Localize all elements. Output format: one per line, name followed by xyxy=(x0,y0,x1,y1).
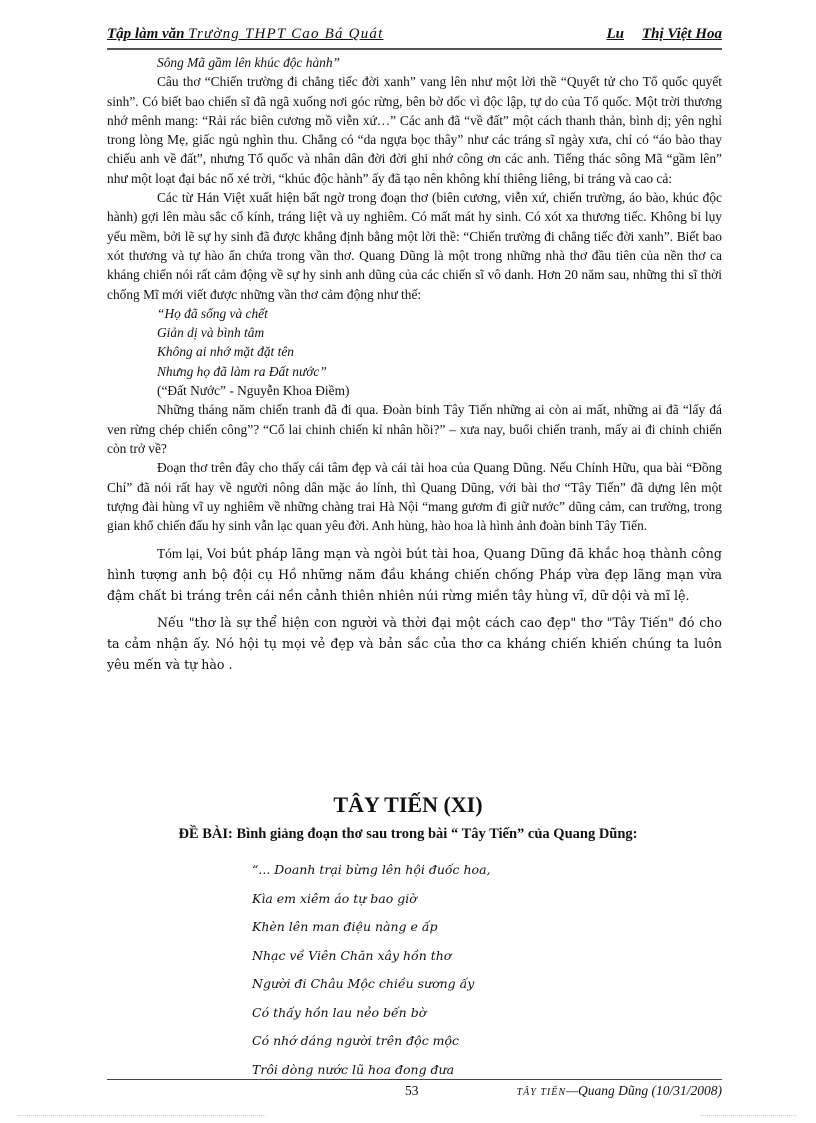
conclusion-text: Voi bút pháp lãng mạn và ngòi bút tài hoa, Quang Dũng đã khắc hoạ thành công hình tượng anh bộ đội cụ Hồ những năm đầu kháng chiến chống Pháp vừa đẹp lãng mạn vừa đậm chất bi tráng trên cái nền cảnh thiên nhiên núi rừng miền tây hùng vĩ, dữ dội và mĩ lệ. xyxy=(107,546,722,604)
prompt-text: Bình giảng đoạn thơ sau trong bài “ Tây Tiến” của Quang Dũng: xyxy=(236,826,638,842)
poem-line: Nhạc về Viên Chăn xây hồn thơ xyxy=(252,947,452,963)
page-header xyxy=(107,26,722,50)
quote-line: Không ai nhớ mặt đặt tên xyxy=(157,344,294,360)
header-subject: Tập làm văn xyxy=(107,26,185,42)
quote-source: (“Đất Nước” - Nguyễn Khoa Điềm) xyxy=(157,383,350,399)
quote-line: Nhưng họ đã làm ra Đất nước” xyxy=(157,363,327,379)
conclusion-paragraph xyxy=(107,543,722,606)
poem-excerpt xyxy=(252,856,491,1084)
footer-title: TÂY TIẾN—Quang Dũng (10/31/2008) xyxy=(516,1083,722,1098)
poem-line: Kìa em xiêm áo tự bao giờ xyxy=(252,890,417,906)
poem-line: Có thấy hồn lau nẻo bến bờ xyxy=(252,1004,427,1020)
header-school: Trường THPT Cao Bá Quát xyxy=(188,26,384,42)
assignment-prompt xyxy=(0,826,816,843)
section-title: TÂY TIẾN (XI) xyxy=(333,792,483,817)
quote-line: “Họ đã sống và chết xyxy=(157,305,268,321)
page-footer xyxy=(107,1083,722,1101)
header-left xyxy=(107,26,383,43)
quote-line: Giản dị và bình tâm xyxy=(157,325,265,341)
poem-line: Người đi Châu Mộc chiều sương ấy xyxy=(252,976,475,991)
closing-paragraph: Nếu "thơ là sự thể hiện con người và thời đại một cách cao đẹp" thơ "Tây Tiến" đó cho ta cảm nhận ấy. Nó hội tụ mọi vẻ đẹp và bản sắc của thơ ca kháng chiến khiến chúng ta luôn yêu mến và tự hào . xyxy=(107,615,722,673)
footer-divider xyxy=(107,1079,722,1080)
prompt-label: ĐỀ BÀI: xyxy=(178,826,233,842)
document-body xyxy=(107,53,722,675)
page-number: 53 xyxy=(405,1083,419,1098)
paragraph: Câu thơ “Chiến trường đi chẳng tiếc đời xanh” vang lên như một lời thề “Quyết tử cho Tổ quốc quyết sinh”. Có biết bao chiến sĩ đã ngã xuống nơi góc rừng, bên bờ dốc vì độc lập, tự do của Tổ quốc. Một trời thương nhớ mênh mang: “Rải rác biên cương mồ viễn xứ…” Các anh đã “về đất” một cách thanh thản, bình dị; yên nghỉ trong lòng Mẹ, giấc ngủ nghìn thu. Chẳng có “da ngựa bọc thây” như các tráng sĩ ngày xưa, chỉ có “áo bào thay chiếu anh về đất”, nhưng Tổ quốc và nhân dân đời đời ghi nhớ công ơn các anh. Tiếng thác sông Mã “gầm lên” như một loạt đại bác nổ xé trời, “khúc độc hành” ấy đã tạo nên không khí thiêng liêng, bi tráng và cao cả: xyxy=(107,74,722,186)
verse-tail: Sông Mã gầm lên khúc độc hành” xyxy=(157,55,340,70)
paragraph: Những tháng năm chiến tranh đã đi qua. Đoàn binh Tây Tiến những ai còn ai mất, những ai đã “lấy đá ven rừng chép chiến công”? “Cổ lai chinh chiến kỉ nhân hồi?” – xưa nay, buổi chiến tranh, mấy ai đi chinh chiến còn trở về? xyxy=(107,402,722,456)
poem-line: Khèn lên man điệu nàng e ấp xyxy=(252,919,438,934)
page-edge-dots xyxy=(18,1115,266,1116)
poem-line: “... Doanh trại bừng lên hội đuốc hoa, xyxy=(252,862,491,877)
header-author: Lu Thị Việt Hoa xyxy=(606,26,722,42)
page-edge-dots xyxy=(700,1115,796,1116)
paragraph: Đoạn thơ trên đây cho thấy cái tâm đẹp và cái tài hoa của Quang Dũng. Nếu Chính Hữu, qua bài “Đồng Chí” đã nói rất hay về người nông dân mặc áo lính, thì Quang Dũng, với bài thơ “Tây Tiến” đã dựng lên một tượng đài hùng vĩ uy nghiêm về những chàng trai Hà Nội “mang gươm đi giữ nước” dũng cảm, can trường, trong gian khổ chiến đấu hy sinh vẫn lạc quan yêu đời. Anh hùng, hào hoa là hình ảnh đoàn binh Tây Tiến. xyxy=(107,460,722,534)
poem-line: Có nhớ dáng người trên độc mộc xyxy=(252,1033,460,1048)
conclusion-lead: Tóm lại, xyxy=(157,546,203,562)
poem-line: Trôi dòng nước lũ hoa đong đưa xyxy=(252,1061,455,1077)
paragraph: Các từ Hán Việt xuất hiện bất ngờ trong đoạn thơ (biên cương, viễn xứ, chiến trường, áo bào, khúc độc hành) gợi lên màu sắc cổ kính, tráng liệt và uy nghiêm. Có mất mát hy sinh. Có xót xa thương tiếc. Không bi lụy yếu mềm, bởi lẽ sự hy sinh đã được khẳng định bằng một lời thề: “Chiến trường đi chẳng tiếc đời xanh”. Biết bao xót thương và tự hào ẩn chứa trong vần thơ. Quang Dũng là một trong những nhà thơ đầu tiên của nền thơ ca kháng chiến nói rất cảm động về sự hy sinh anh dũng của các chiến sĩ vô danh. Hơn 20 năm sau, những thi sĩ thời chống Mĩ mới viết được những vần thơ cảm động như thế: xyxy=(107,190,722,302)
